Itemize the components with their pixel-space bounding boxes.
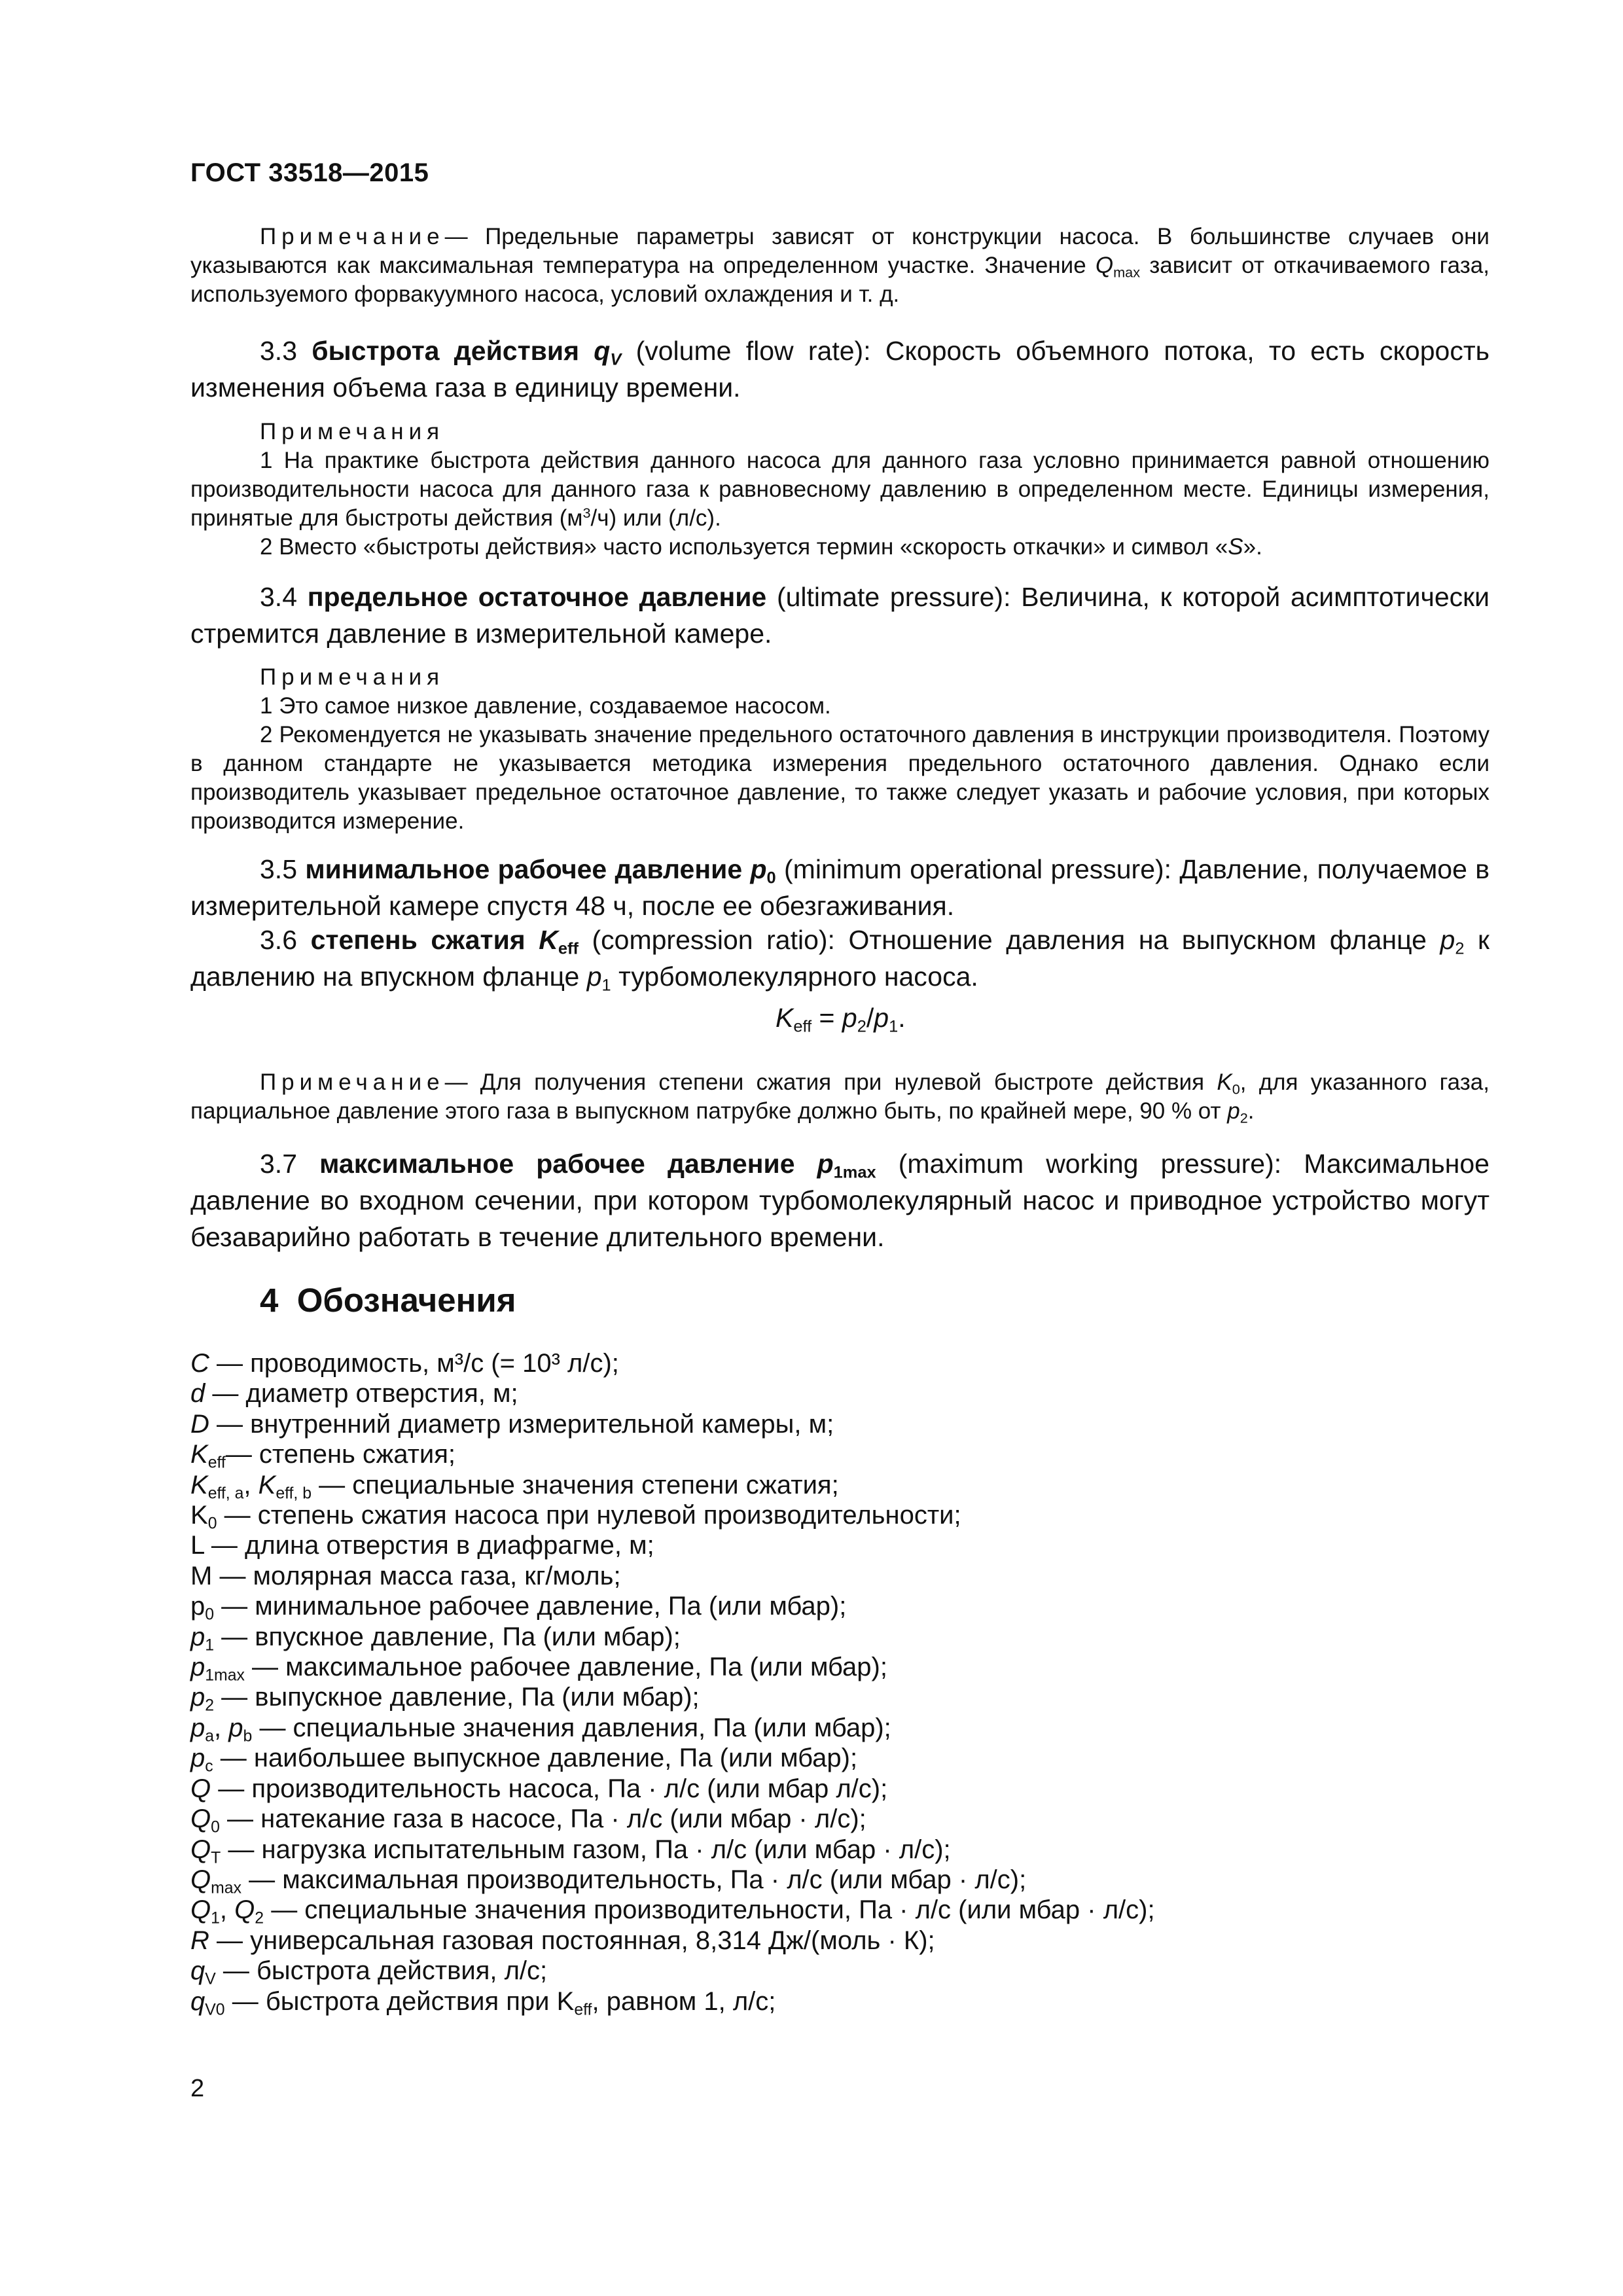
term-3-7: 3.7 максимальное рабочее давление $p_{1max}$ (maximum working pressure): Максимальное давление во входном сечении, при котором турбомолекулярный насос и приводное устройство могут безаварийно работать в течение длительного времени. [190,1149,1489,1252]
term-english: (volume flow rate): [635,336,871,366]
term-3-3-notes [190,418,1489,562]
formula-compression-ratio: $K_{eff} = p_2/p_1$. [776,1003,906,1036]
document-code-header: ГОСТ 33518—2015 [190,158,429,187]
symbol-row: $p_1$ — впускное давление, Па (или мбар); [190,1622,681,1655]
term-3-3: 3.3 быстрота действия $q_V$ (volume flow rate): Скорость объемного потока, то есть скорость изменения объема газа в единицу времени. [190,336,1489,403]
symbol-row: $p_2$ — выпускное давление, Па (или мбар); [190,1683,700,1715]
note-2: 2 Вместо «быстроты действия» часто используется термин «скорость откачки» и символ «S». [260,534,1262,560]
page-number: 2 [190,2075,205,2102]
term-3-5: 3.5 минимальное рабочее давление $p_0$ (minimum operational pressure): Давление, получаемое в измерительной камере спустя 48 ч, после ее обезгаживания. [190,854,1489,921]
term-name: предельное остаточное давление [307,582,767,612]
symbol-row: $K_{eff, a}$, $K_{eff, b}$ — специальные значения степени сжатия; [190,1470,839,1503]
symbols-list [190,1348,1155,2017]
symbol-row: $q_{V0}$ — быстрота действия при $K_{eff}$, равном 1, л/с; [190,1986,776,2018]
symbol-row: $K_{eff}—$ степень сжатия; [190,1440,456,1472]
symbol-row: d — диаметр отверстия, м; [190,1379,518,1408]
symbol-row: $Q_{max}$ — максимальная производительность, Па · л/с (или мбар · л/с); [190,1865,1027,1897]
symbol-row: $q_V$ — быстрота действия, л/с; [190,1956,548,1988]
note-label: Примечание [260,224,445,249]
term-number: 3.3 [260,336,297,366]
term-3-4: 3.4 предельное остаточное давление (ultimate pressure): Величина, к которой асимптотически стремится давление в измерительной камере. [190,582,1489,649]
term-definition: Скорость объемного потока, то есть скорость изменения объема газа в единицу времени. [190,336,1489,403]
note-3-6: Примечание— Для получения степени сжатия при нулевой быстроте действия $K_0$, для указанного газа, парциальное давление этого газа в выпускном патрубке должно быть, по крайней мере, 90 % от $p_2$. [190,1069,1489,1126]
symbol-row: $p_a$, $p_b$ — специальные значения давления, Па (или мбар); [190,1713,891,1746]
symbol-row: M — молярная масса газа, кг/моль; [190,1561,621,1590]
section-4-heading: 4 Обозначения [260,1282,516,1319]
symbol-row: $Q_0$ — натекание газа в насосе, Па · л/с (или мбар · л/с); [190,1804,866,1837]
term-3-6: 3.6 степень сжатия $K_{eff}$ (compression ratio): Отношение давления на выпускном фланце $p_2$ к давлению на впускном фланце $p_1$ турбомолекулярного насоса. [190,925,1489,995]
notes-label: Примечания [260,419,445,444]
symbol-row: Q — производительность насоса, Па · л/с (или мбар л/с); [190,1774,888,1803]
symbol-row: R — универсальная газовая постоянная, 8,314 Дж/(моль · К); [190,1926,935,1955]
symbol-row: $K_0$ — степень сжатия насоса при нулевой производительности; [190,1501,961,1533]
symbol-row: $p_0$ — минимальное рабочее давление, Па (или мбар); [190,1592,847,1624]
symbol-row: $Q_1$, $Q_2$ — специальные значения производительности, Па · л/с (или мбар · л/с); [190,1895,1155,1928]
symbol-row: $p_c$ — наибольшее выпускное давление, Па (или мбар); [190,1744,858,1776]
symbol-row: C — проводимость, м³/с (= 10³ л/с); [190,1349,619,1378]
term-name: быстрота действия [312,336,579,366]
symbol-row: D — внутренний диаметр измерительной камеры, м; [190,1409,834,1439]
symbol-row: $Q_T$ — нагрузка испытательным газом, Па · л/с (или мбар · л/с); [190,1835,951,1867]
symbol-row: L — длина отверстия в диафрагме, м; [190,1531,654,1560]
term-3-4-notes: Примечания 1 Это самое низкое давление, создаваемое насосом. 2 Рекомендуется не указывать значение предельного остаточного давления в инструкции производителя. Поэтому в данном стандарте не указывается методика измерения предельного остаточного давления. Однако если производитель указывает предельное остаточное давление, то также следует указать и рабочие условия, при которых производится измерение. [190,664,1489,834]
symbol-row: $p_{1max}$ — максимальное рабочее давление, Па (или мбар); [190,1653,887,1685]
note-1: 1 На практике быстрота действия данного насоса для данного газа условно принимается равной отношению производительности насоса для данного газа к равновесному давлению в определенном месте. Единицы измерения, принятые для быстроты действия $(м^3/ч)$ или (л/с). [190,448,1489,531]
note-top: Примечание— Предельные параметры зависят от конструкции насоса. В большинстве случаев они указываются как максимальная температура на определенном участке. Значение $Q_{max}$ зависит от откачиваемого газа, используемого форвакуумного насоса, условий охлаждения и т. д. [190,224,1489,307]
